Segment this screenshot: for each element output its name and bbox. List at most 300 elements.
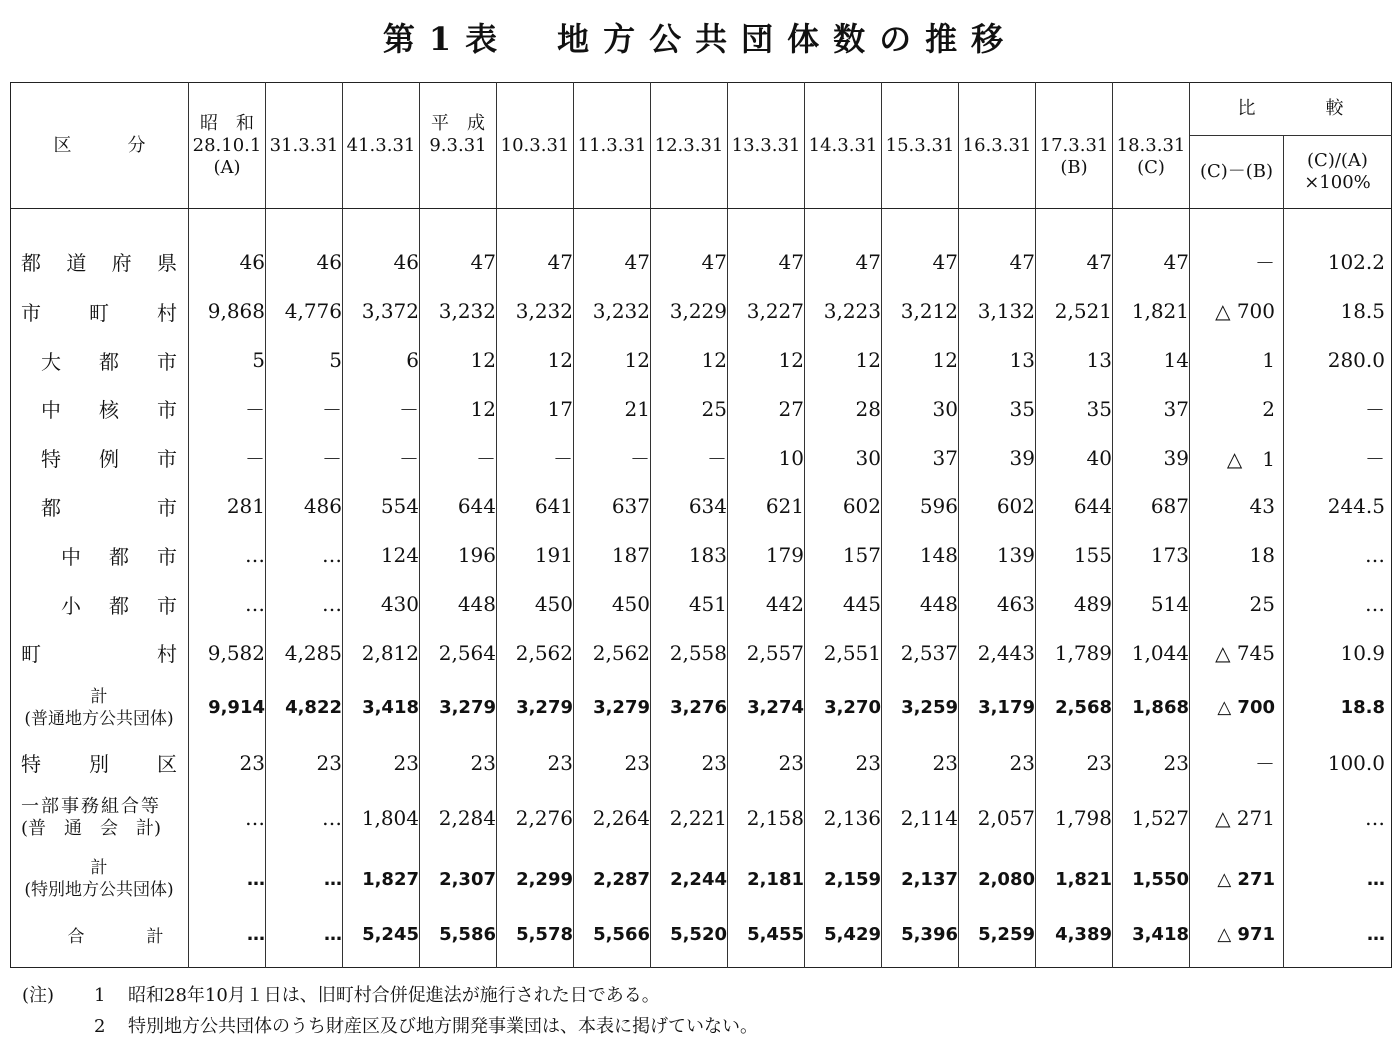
cell-value: 2,114 [882, 787, 959, 848]
row-label-char: 都 [41, 495, 61, 520]
cell-diff: △ 271 [1190, 787, 1284, 848]
cell-value: 157 [805, 531, 882, 580]
cell-value: 2,158 [728, 787, 805, 848]
column-header-line: (A) [213, 156, 241, 178]
cell-value: － [420, 433, 497, 482]
cell-ratio: … [1367, 923, 1385, 945]
row-label-char: 村 [157, 642, 177, 667]
cell-value: 35 [959, 384, 1036, 433]
footnote-text: 昭和28年10月１日は、旧町村合併促進法が施行された日である。 [128, 985, 660, 1006]
column-header-line [343, 157, 419, 179]
cell-diff: △ 745 [1190, 628, 1284, 677]
column-header-line: 9.3.31 [429, 134, 487, 156]
cell-value: 1,821 [1036, 849, 1113, 910]
cell-value: 23 [1113, 739, 1190, 788]
cell-value: 23 [728, 739, 805, 788]
cell-value: 37 [1113, 384, 1190, 433]
cell-value: 641 [497, 482, 574, 531]
row-label-char: 核 [99, 398, 119, 423]
cell-value: 37 [882, 433, 959, 482]
cell-diff: 18 [1190, 531, 1284, 580]
cell-value: 187 [574, 531, 651, 580]
row-label-char: 特 [41, 447, 61, 472]
cell-value: 489 [1036, 580, 1113, 629]
ratio-header-line: (C)/(A) [1307, 150, 1368, 171]
row-label-text [41, 394, 177, 423]
cell-value: 450 [497, 580, 574, 629]
cell-value: 3,276 [651, 677, 728, 738]
column-header [497, 83, 574, 209]
cell-value: 1,789 [1036, 628, 1113, 677]
cell-diff: △ 700 [1190, 677, 1284, 738]
cell-value: 602 [805, 482, 882, 531]
row-label-char: 都 [109, 544, 129, 569]
row-label [11, 336, 189, 385]
cell-value: 2,221 [651, 787, 728, 848]
row-label-char: 都 [99, 349, 119, 374]
cell-value: 602 [959, 482, 1036, 531]
cell-value: 450 [574, 580, 651, 629]
cell-diff: 1 [1190, 336, 1284, 385]
cell-value: … [266, 849, 343, 910]
cell-value: 2,057 [959, 787, 1036, 848]
cell-value: 3,279 [497, 677, 574, 738]
row-label [11, 910, 189, 968]
cell-value: … [189, 910, 266, 968]
cell-value: 3,372 [343, 287, 420, 336]
column-header-line: 28.10.1 [192, 134, 262, 156]
table-row [11, 209, 1392, 287]
cell-diff: 43 [1190, 482, 1284, 531]
cell-value: 2,276 [497, 787, 574, 848]
row-label-line: (普通地方公共団体) [24, 708, 174, 729]
ratio-header [1284, 136, 1392, 209]
row-label-text [21, 638, 177, 667]
cell-value: 30 [882, 384, 959, 433]
cell-value: 3,274 [728, 677, 805, 738]
cell-value: 463 [959, 580, 1036, 629]
column-header-line: 11.3.31 [577, 134, 647, 156]
cell-value: 554 [343, 482, 420, 531]
column-header-line [651, 113, 727, 135]
cell-value: 5,429 [805, 910, 882, 968]
cell-value: 47 [728, 209, 805, 287]
column-header-line: 10.3.31 [500, 134, 570, 156]
cell-value: 3,259 [882, 677, 959, 738]
row-label-char: 都 [109, 593, 129, 618]
row-label-char: 村 [157, 300, 177, 325]
column-header [574, 83, 651, 209]
table-row [11, 910, 1392, 968]
cell-value: 12 [882, 336, 959, 385]
cell-diff: － [1190, 209, 1284, 287]
row-label-char: 中 [41, 398, 61, 423]
row-label [11, 287, 189, 336]
cell-value: 451 [651, 580, 728, 629]
row-label-char: 計 [146, 926, 164, 947]
row-label-line: (特別地方公共団体) [24, 880, 174, 901]
cell-ratio: 100.0 [1327, 750, 1385, 775]
cell-value: － [343, 384, 420, 433]
cell-value: 47 [805, 209, 882, 287]
row-label [11, 384, 189, 433]
compare-header-text: 較 [1325, 98, 1344, 119]
cell-value: 5,578 [497, 910, 574, 968]
footnote-number: 1 [94, 985, 106, 1006]
cell-value: 46 [343, 209, 420, 287]
cell-diff: － [1190, 739, 1284, 788]
row-label-text [21, 297, 177, 326]
row-label [11, 628, 189, 677]
row-label-text [41, 346, 177, 375]
row-label [11, 482, 189, 531]
cell-value: 4,389 [1036, 910, 1113, 968]
cell-diff: △ 700 [1190, 287, 1284, 336]
cell-value: 687 [1113, 482, 1190, 531]
cell-value: 12 [805, 336, 882, 385]
cell-value: 9,914 [189, 677, 266, 738]
row-label [11, 787, 189, 848]
cell-value: 2,812 [343, 628, 420, 677]
cell-value: 3,270 [805, 677, 882, 738]
row-label-char: 都 [21, 251, 41, 276]
column-header [1036, 83, 1113, 209]
footnote-text: 特別地方公共団体のうち財産区及び地方開発事業団は、本表に掲げていない。 [128, 1016, 758, 1037]
cell-value: 3,418 [343, 677, 420, 738]
column-header-line [959, 157, 1035, 179]
ratio-header-line: ×100% [1304, 172, 1371, 193]
row-label-char: 合 [67, 926, 85, 947]
cell-diff: △ 1 [1190, 433, 1284, 482]
cell-value: 2,562 [497, 628, 574, 677]
cell-value: 47 [574, 209, 651, 287]
cell-value: 5,245 [343, 910, 420, 968]
cell-value: 39 [959, 433, 1036, 482]
cell-ratio: 280.0 [1327, 348, 1385, 373]
column-header-line: 15.3.31 [885, 134, 955, 156]
cell-value: 2,568 [1036, 677, 1113, 738]
cell-value: 2,287 [574, 849, 651, 910]
column-header-line [882, 113, 958, 135]
cell-value: 10 [728, 433, 805, 482]
table-row [11, 628, 1392, 677]
cell-value: 2,159 [805, 849, 882, 910]
cell-value: … [189, 531, 266, 580]
row-label [11, 531, 189, 580]
cell-value: 2,558 [651, 628, 728, 677]
row-label-line: 計 [90, 858, 108, 879]
cell-ratio: … [1365, 592, 1385, 617]
cell-value: 47 [497, 209, 574, 287]
row-label-char: 市 [157, 544, 177, 569]
column-header-line [805, 157, 881, 179]
cell-value: 1,798 [1036, 787, 1113, 848]
column-header-line [728, 157, 804, 179]
cell-value: 4,285 [266, 628, 343, 677]
row-label-text [61, 590, 177, 619]
cell-value: 448 [882, 580, 959, 629]
column-header [189, 83, 266, 209]
cell-ratio: 10.9 [1340, 640, 1385, 665]
column-header-line: 12.3.31 [654, 134, 724, 156]
column-header-line: 13.3.31 [731, 134, 801, 156]
row-label-char: 町 [89, 300, 109, 325]
cell-value: 14 [1113, 336, 1190, 385]
cell-value: 1,821 [1113, 287, 1190, 336]
row-label-char: 市 [157, 447, 177, 472]
cell-value: … [266, 910, 343, 968]
table-row [11, 739, 1392, 788]
column-header-line [882, 157, 958, 179]
cell-value: 1,044 [1113, 628, 1190, 677]
row-label-char: 県 [156, 251, 177, 276]
cell-value: 3,227 [728, 287, 805, 336]
cell-value: 3,229 [651, 287, 728, 336]
cell-value: 3,418 [1113, 910, 1190, 968]
cell-value: 9,582 [189, 628, 266, 677]
cell-value: － [651, 433, 728, 482]
row-label-line: 一部事務組合等 [21, 795, 161, 817]
column-header-line [497, 113, 573, 135]
row-label [11, 677, 189, 738]
cell-value: 13 [1036, 336, 1113, 385]
row-label-char: 特 [21, 752, 41, 777]
column-header-line [420, 157, 496, 179]
cell-value: … [266, 580, 343, 629]
cell-value: 23 [1036, 739, 1113, 788]
row-label-text [21, 748, 177, 777]
column-header [343, 83, 420, 209]
cell-diff: 25 [1190, 580, 1284, 629]
cell-value: － [189, 433, 266, 482]
cell-value: 12 [420, 384, 497, 433]
column-header-line [728, 113, 804, 135]
cell-value: 1,827 [343, 849, 420, 910]
column-header-line: 16.3.31 [962, 134, 1032, 156]
cell-value: 21 [574, 384, 651, 433]
cell-value: 23 [497, 739, 574, 788]
row-label-text [41, 443, 177, 472]
cell-value: 23 [959, 739, 1036, 788]
cell-value: 3,279 [420, 677, 497, 738]
row-label-char: 道 [66, 251, 87, 276]
footnote-number: 2 [94, 1016, 106, 1037]
cell-diff: △ 971 [1190, 910, 1284, 968]
page-title: 第1表 地方公共団体数の推移 [382, 20, 1018, 58]
cell-value: 2,244 [651, 849, 728, 910]
cell-value: 124 [343, 531, 420, 580]
column-header-line [1036, 113, 1112, 135]
cell-value: 148 [882, 531, 959, 580]
footnote-head: (注) [22, 985, 55, 1006]
row-label-char: 中 [61, 544, 81, 569]
cell-value: … [189, 849, 266, 910]
cell-ratio: … [1365, 543, 1385, 568]
table-row [11, 287, 1392, 336]
column-header-line: 31.3.31 [269, 134, 339, 156]
footnote-1 [22, 980, 758, 1011]
cell-value: － [266, 433, 343, 482]
table-row [11, 482, 1392, 531]
row-label-char: 市 [157, 398, 177, 423]
cell-value: 3,232 [420, 287, 497, 336]
cell-value: 23 [266, 739, 343, 788]
cell-value: － [497, 433, 574, 482]
cell-value: 448 [420, 580, 497, 629]
column-header-line [1113, 113, 1189, 135]
column-header-line: (C) [1137, 156, 1165, 178]
cell-value: 23 [574, 739, 651, 788]
cell-value: … [266, 787, 343, 848]
table-row [11, 531, 1392, 580]
cell-value: 4,822 [266, 677, 343, 738]
cell-value: 23 [882, 739, 959, 788]
cell-value: 2,443 [959, 628, 1036, 677]
compare-header [1190, 83, 1392, 136]
cell-value: … [189, 787, 266, 848]
cell-value: 25 [651, 384, 728, 433]
label-header-text: 分 [127, 134, 146, 156]
cell-value: － [266, 384, 343, 433]
cell-value: － [574, 433, 651, 482]
column-header-line [343, 113, 419, 135]
cell-value: 2,299 [497, 849, 574, 910]
row-label-text [68, 922, 164, 947]
table-row [11, 849, 1392, 910]
cell-value: 39 [1113, 433, 1190, 482]
cell-value: 28 [805, 384, 882, 433]
cell-value: … [189, 580, 266, 629]
label-header [11, 83, 189, 209]
row-label-char: 区 [157, 752, 177, 777]
row-label-char: 市 [21, 300, 41, 325]
cell-value: 3,232 [497, 287, 574, 336]
table-row [11, 580, 1392, 629]
cell-value: 23 [343, 739, 420, 788]
cell-value: 2,551 [805, 628, 882, 677]
cell-value: 173 [1113, 531, 1190, 580]
cell-value: … [266, 531, 343, 580]
footnote-2 [22, 1011, 758, 1042]
cell-value: 183 [651, 531, 728, 580]
cell-value: 40 [1036, 433, 1113, 482]
column-header-line [497, 157, 573, 179]
column-header-line: 平 成 [431, 112, 485, 134]
cell-value: 2,307 [420, 849, 497, 910]
cell-ratio: 244.5 [1327, 494, 1385, 519]
column-header-line: 昭 和 [200, 112, 254, 134]
cell-value: 6 [343, 336, 420, 385]
cell-value: 35 [1036, 384, 1113, 433]
cell-value: 47 [1036, 209, 1113, 287]
cell-value: 5,566 [574, 910, 651, 968]
cell-value: 46 [266, 209, 343, 287]
cell-value: － [343, 433, 420, 482]
cell-value: 27 [728, 384, 805, 433]
municipality-count-table [10, 82, 1392, 968]
cell-value: 3,279 [574, 677, 651, 738]
row-label-char: 大 [41, 349, 61, 374]
cell-value: 13 [959, 336, 1036, 385]
compare-header-text: 比 [1237, 98, 1256, 119]
row-label [11, 849, 189, 910]
cell-value: 12 [728, 336, 805, 385]
row-label-line: (普 通 会 計) [21, 817, 162, 839]
cell-value: － [189, 384, 266, 433]
row-label-line: 計 [90, 686, 108, 707]
column-header-line [651, 157, 727, 179]
row-label-text [61, 541, 177, 570]
cell-value: 23 [189, 739, 266, 788]
column-header-line: 41.3.31 [346, 134, 416, 156]
row-label-char: 別 [89, 752, 109, 777]
footnotes [22, 980, 758, 1042]
column-header [882, 83, 959, 209]
cell-value: 23 [651, 739, 728, 788]
row-label-text [21, 247, 177, 276]
cell-ratio: 18.5 [1340, 299, 1385, 324]
row-label [11, 433, 189, 482]
cell-value: 139 [959, 531, 1036, 580]
column-header-line: 14.3.31 [808, 134, 878, 156]
table-row [11, 384, 1392, 433]
row-label-text [41, 492, 177, 521]
cell-value: 5,586 [420, 910, 497, 968]
cell-value: 23 [805, 739, 882, 788]
cell-value: 23 [420, 739, 497, 788]
row-label-char: 市 [157, 349, 177, 374]
column-header-line: 18.3.31 [1116, 134, 1186, 156]
cell-value: 514 [1113, 580, 1190, 629]
cell-value: 2,181 [728, 849, 805, 910]
cell-value: 12 [497, 336, 574, 385]
column-header-line [266, 113, 342, 135]
cell-ratio: － [1365, 398, 1385, 423]
cell-value: 47 [882, 209, 959, 287]
cell-value: 5,259 [959, 910, 1036, 968]
column-header [651, 83, 728, 209]
cell-value: 2,537 [882, 628, 959, 677]
column-header-line: (B) [1060, 156, 1088, 178]
table-row [11, 677, 1392, 738]
cell-value: 30 [805, 433, 882, 482]
cell-value: 3,232 [574, 287, 651, 336]
column-header-line [574, 113, 650, 135]
table-row [11, 787, 1392, 848]
cell-value: 442 [728, 580, 805, 629]
cell-value: 2,080 [959, 849, 1036, 910]
column-header-line [574, 157, 650, 179]
row-label [11, 580, 189, 629]
cell-diff: 2 [1190, 384, 1284, 433]
cell-ratio: 102.2 [1327, 249, 1385, 274]
row-label-char: 町 [21, 642, 41, 667]
cell-value: 46 [189, 209, 266, 287]
cell-value: 621 [728, 482, 805, 531]
cell-value: 17 [497, 384, 574, 433]
cell-value: 486 [266, 482, 343, 531]
diff-header: (C)－(B) [1190, 136, 1284, 209]
cell-value: 430 [343, 580, 420, 629]
cell-value: 196 [420, 531, 497, 580]
cell-value: 12 [574, 336, 651, 385]
cell-value: 644 [1036, 482, 1113, 531]
table-row [11, 433, 1392, 482]
column-header [805, 83, 882, 209]
cell-value: 644 [420, 482, 497, 531]
cell-value: 445 [805, 580, 882, 629]
cell-value: 2,284 [420, 787, 497, 848]
